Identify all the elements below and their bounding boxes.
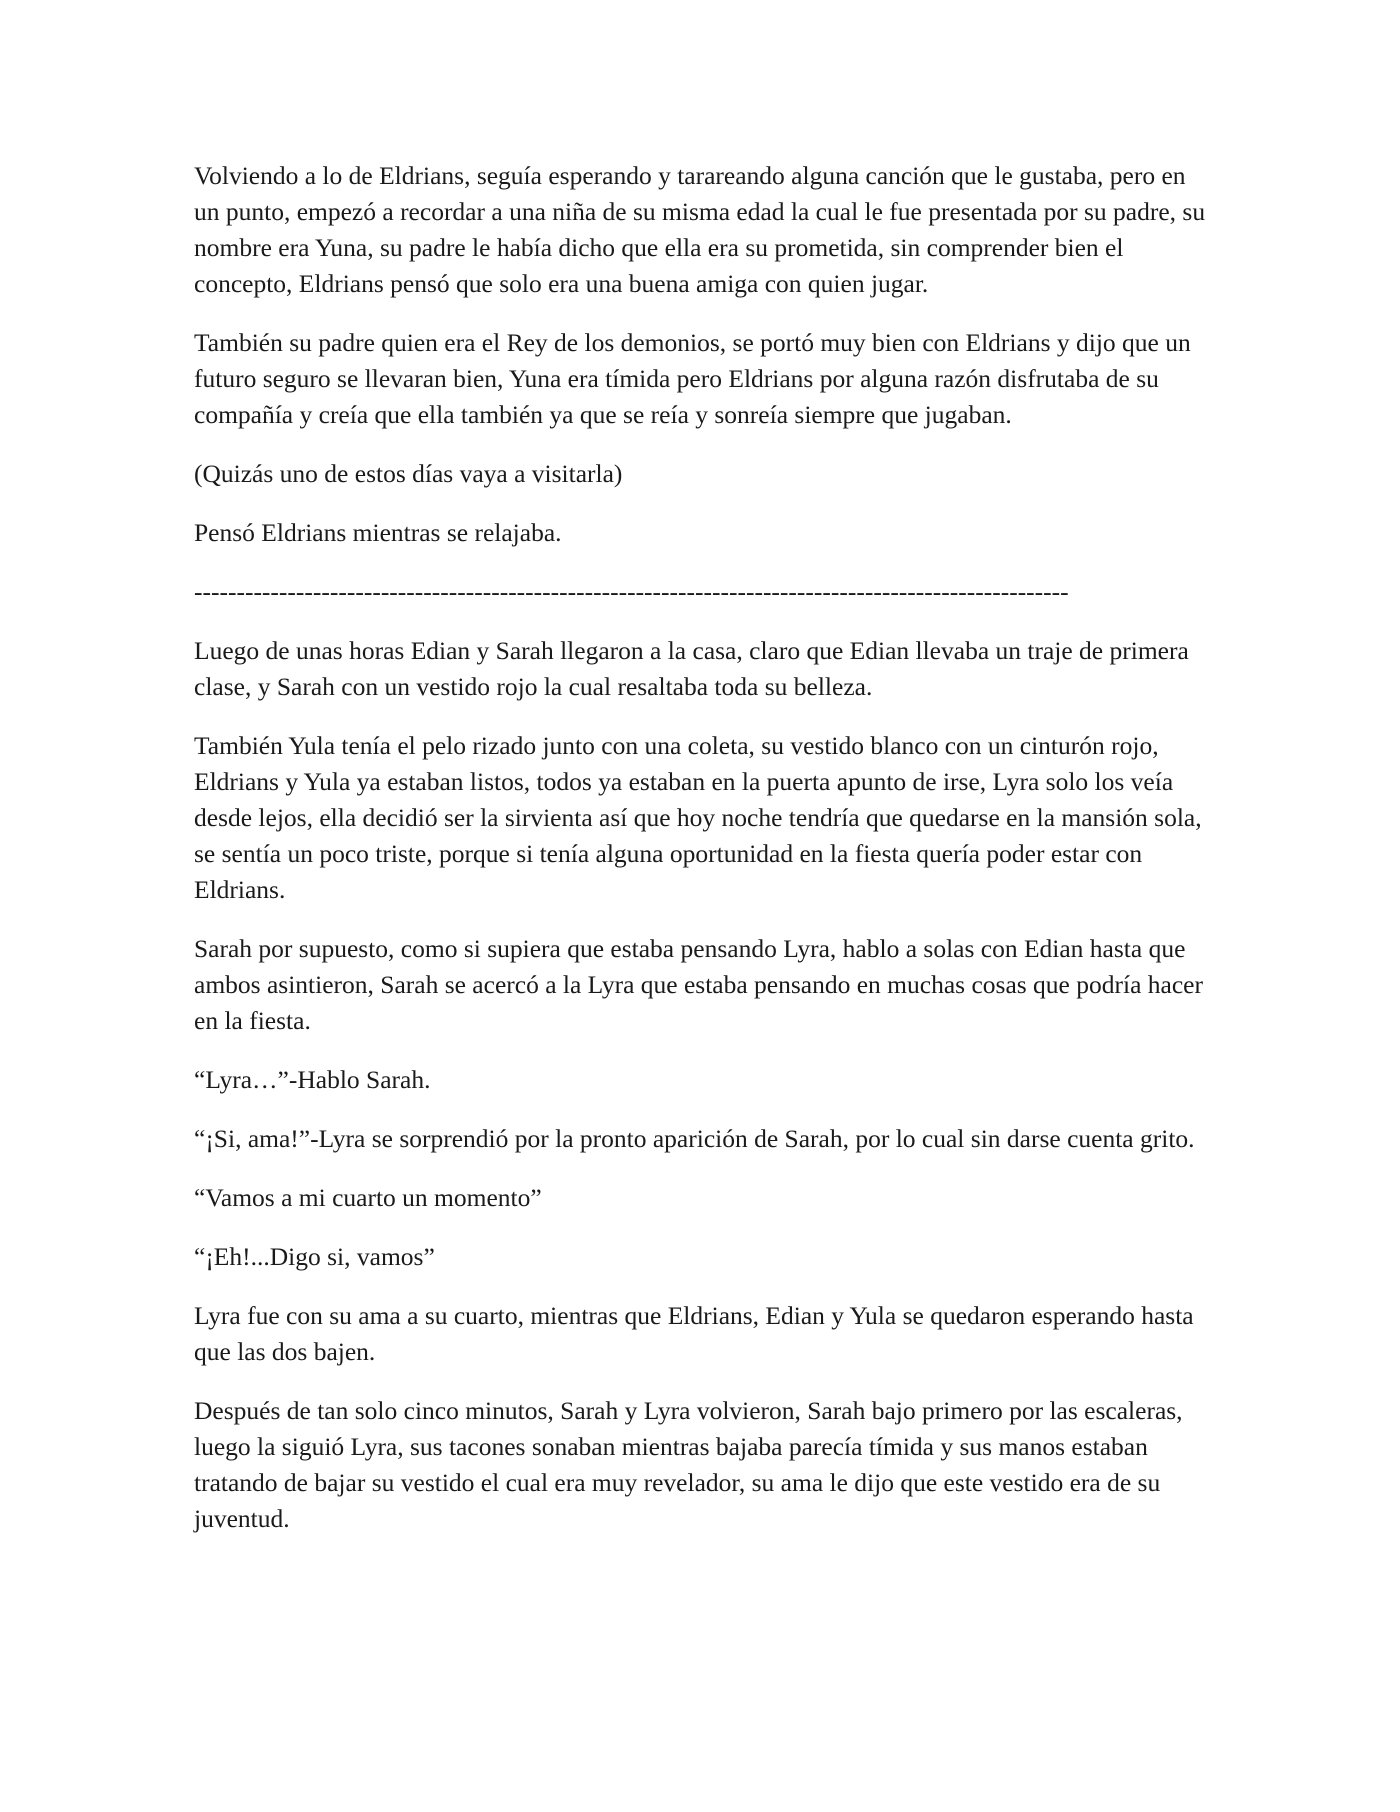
dialogue-sarah: “Lyra…”-Hablo Sarah. [194,1065,431,1094]
dialogue-lyra-reply: “¡Eh!...Digo si, vamos” [194,1242,435,1271]
paragraph-arrival: Luego de unas horas Edian y Sarah llegaron a la casa, claro que Edian llevaba un traje de primera clase, y Sarah con un vestido rojo la cual resaltaba toda su belleza. [194,636,1189,701]
paragraph-eldrians-memory: Volviendo a lo de Eldrians, seguía esperando y tarareando alguna canción que le gustaba, pero en un punto, empezó a recordar a una niña de su misma edad la cual le fue presentada por su padre, su nombre era Yuna, su padre le había dicho que ella era su prometida, sin comprender bien el concepto, Eldrians pensó que solo era una buena amiga con quien jugar. [194,161,1206,298]
paragraph-relaxing: Pensó Eldrians mientras se relajaba. [194,518,562,547]
paragraph-return: Después de tan solo cinco minutos, Sarah y Lyra volvieron, Sarah bajo primero por las escaleras, luego la siguió Lyra, sus tacones sonaban mientras bajaba parecía tímida y sus manos estaban tratando de bajar su vestido el cual era muy revelador, su ama le dijo que este vestido era de su juventud. [194,1396,1183,1533]
paragraph-waiting: Lyra fue con su ama a su cuarto, mientras que Eldrians, Edian y Yula se quedaron esperando hasta que las dos bajen. [194,1301,1194,1366]
paragraph-yula-lyra: También Yula tenía el pelo rizado junto con una coleta, su vestido blanco con un cinturón rojo, Eldrians y Yula ya estaban listos, todos ya estaban en la puerta apunto de irse, Lyra solo los veía desde lejos, ella decidió ser la sirvienta así que hoy noche tendría que quedarse en la mansión sola, se sentía un poco triste, porque si tenía alguna oportunidad en la fiesta quería poder estar con Eldrians. [194,731,1202,904]
document-page [194,158,1214,1560]
dialogue-lyra-surprised: “¡Si, ama!”-Lyra se sorprendió por la pronto aparición de Sarah, por lo cual sin darse cuenta grito. [194,1124,1195,1153]
paragraph-demon-king: También su padre quien era el Rey de los demonios, se portó muy bien con Eldrians y dijo que un futuro seguro se llevaran bien, Yuna era tímida pero Eldrians por alguna razón disfrutaba de su compañía y creía que ella también ya que se reía y sonreía siempre que jugaban. [194,328,1191,429]
paragraph-sarah-approaches: Sarah por supuesto, como si supiera que estaba pensando Lyra, hablo a solas con Edian hasta que ambos asintieron, Sarah se acercó a la Lyra que estaba pensando en muchas cosas que podría hacer en la fiesta. [194,934,1203,1035]
section-separator: ------------------------------------------------------------------------------------------------------- [194,577,1069,606]
paragraph-thought: (Quizás uno de estos días vaya a visitarla) [194,459,623,488]
dialogue-room: “Vamos a mi cuarto un momento” [194,1183,542,1212]
